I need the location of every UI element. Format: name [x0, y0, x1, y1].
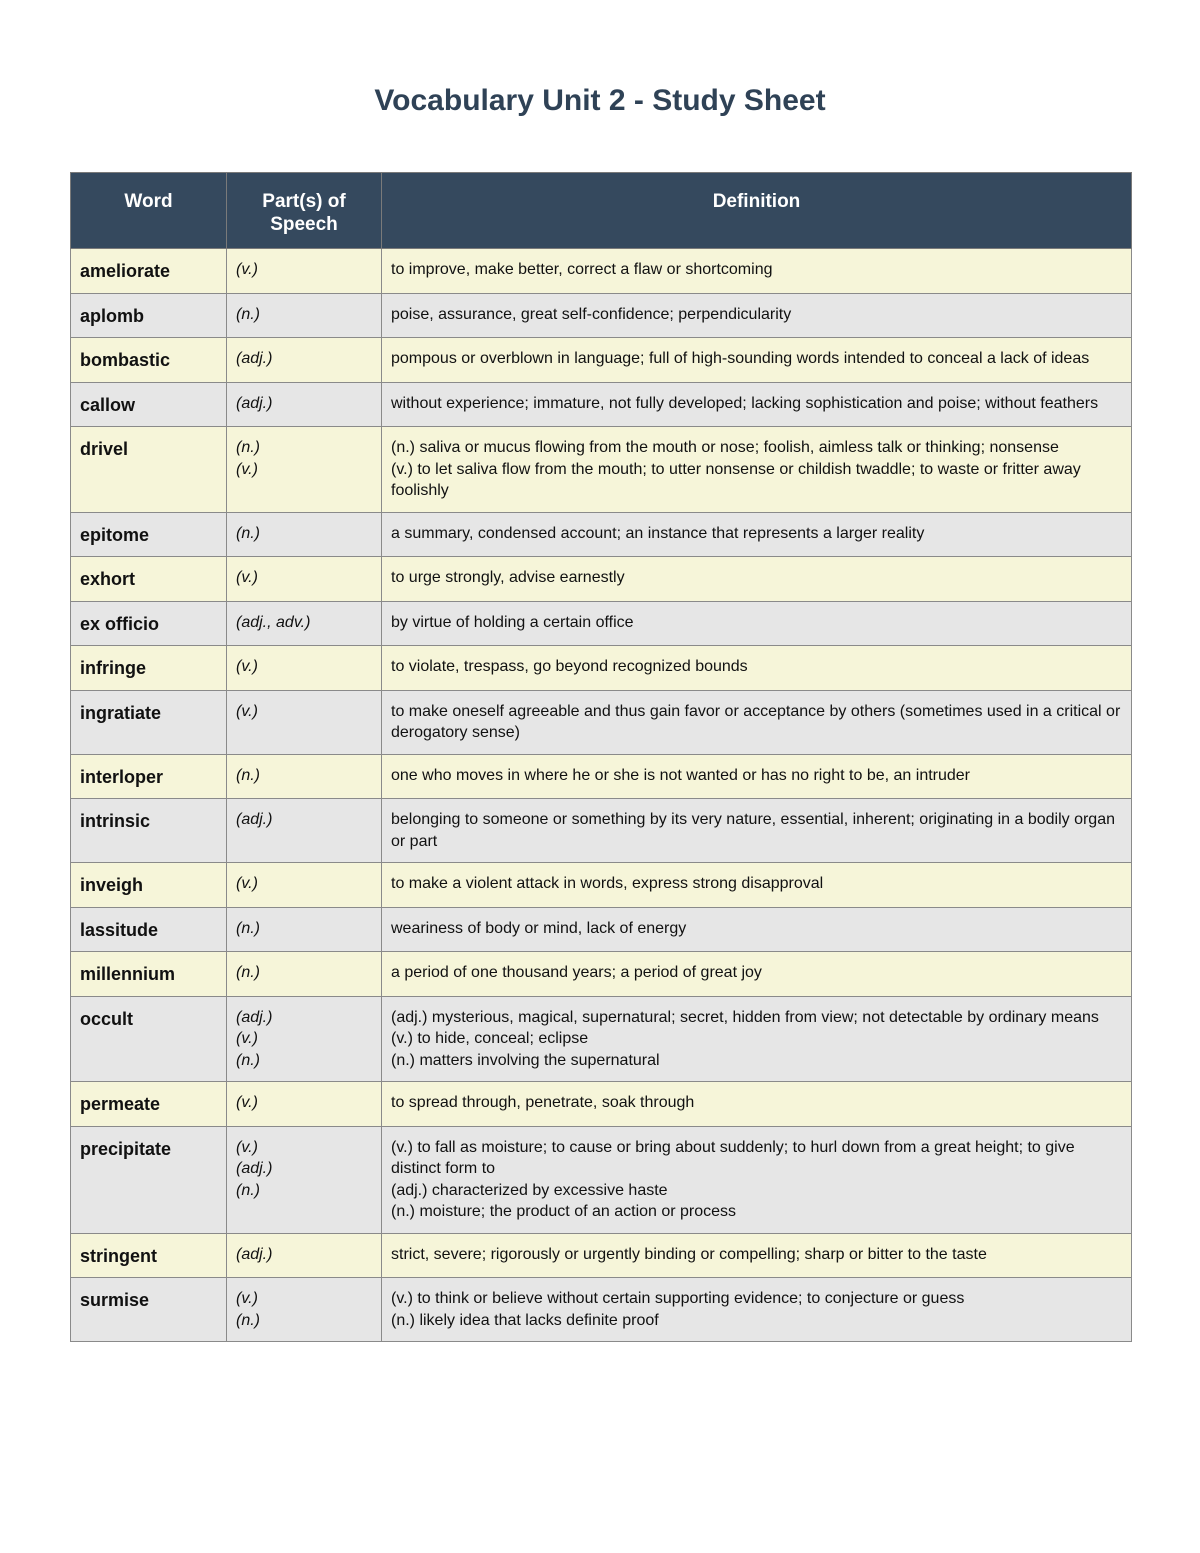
column-header-definition: Definition	[382, 173, 1132, 249]
vocab-word: inveigh	[71, 863, 227, 908]
vocab-word: ameliorate	[71, 249, 227, 294]
definition: poise, assurance, great self-confidence; perpendicularity	[382, 293, 1132, 338]
part-of-speech: (v.) (adj.) (n.)	[227, 1126, 382, 1233]
table-row	[71, 557, 1132, 602]
table-row	[71, 338, 1132, 383]
part-of-speech: (adj., adv.)	[227, 601, 382, 646]
definition: belonging to someone or something by its very nature, essential, inherent; originating in a bodily organ or part	[382, 799, 1132, 863]
part-of-speech: (v.) (n.)	[227, 1278, 382, 1342]
part-of-speech: (adj.)	[227, 382, 382, 427]
part-of-speech: (v.)	[227, 249, 382, 294]
definition: by virtue of holding a certain office	[382, 601, 1132, 646]
vocab-word: surmise	[71, 1278, 227, 1342]
vocab-word: drivel	[71, 427, 227, 513]
table-row	[71, 863, 1132, 908]
vocab-word: exhort	[71, 557, 227, 602]
table-row	[71, 996, 1132, 1082]
table-row	[71, 907, 1132, 952]
vocab-word: occult	[71, 996, 227, 1082]
part-of-speech: (n.)	[227, 952, 382, 997]
table-row	[71, 952, 1132, 997]
vocab-word: infringe	[71, 646, 227, 691]
part-of-speech: (v.)	[227, 690, 382, 754]
part-of-speech: (adj.)	[227, 338, 382, 383]
vocab-word: aplomb	[71, 293, 227, 338]
vocab-word: ex officio	[71, 601, 227, 646]
definition: (adj.) mysterious, magical, supernatural; secret, hidden from view; not detectable by ordinary means (v.) to hide, conceal; eclipse (n.) matters involving the supernatural	[382, 996, 1132, 1082]
definition: weariness of body or mind, lack of energy	[382, 907, 1132, 952]
definition: to urge strongly, advise earnestly	[382, 557, 1132, 602]
part-of-speech: (v.)	[227, 646, 382, 691]
part-of-speech: (n.)	[227, 512, 382, 557]
definition: (v.) to fall as moisture; to cause or bring about suddenly; to hurl down from a great height; to give distinct form to (adj.) characterized by excessive haste (n.) moisture; the product of an action or process	[382, 1126, 1132, 1233]
vocabulary-table	[70, 172, 1132, 1342]
table-row	[71, 249, 1132, 294]
column-header-word: Word	[71, 173, 227, 249]
definition: pompous or overblown in language; full of high-sounding words intended to conceal a lack of ideas	[382, 338, 1132, 383]
page-title: Vocabulary Unit 2 - Study Sheet	[374, 84, 826, 117]
part-of-speech: (n.) (v.)	[227, 427, 382, 513]
table-row	[71, 1233, 1132, 1278]
table-row	[71, 799, 1132, 863]
part-of-speech: (v.)	[227, 863, 382, 908]
part-of-speech: (adj.) (v.) (n.)	[227, 996, 382, 1082]
definition: to improve, make better, correct a flaw or shortcoming	[382, 249, 1132, 294]
table-row	[71, 1278, 1132, 1342]
table-row	[71, 1126, 1132, 1233]
vocab-word: bombastic	[71, 338, 227, 383]
definition: to spread through, penetrate, soak through	[382, 1082, 1132, 1127]
part-of-speech: (v.)	[227, 557, 382, 602]
definition: (v.) to think or believe without certain supporting evidence; to conjecture or guess (n.) likely idea that lacks definite proof	[382, 1278, 1132, 1342]
vocab-word: stringent	[71, 1233, 227, 1278]
vocab-word: callow	[71, 382, 227, 427]
table-row	[71, 754, 1132, 799]
part-of-speech: (n.)	[227, 907, 382, 952]
vocab-word: intrinsic	[71, 799, 227, 863]
part-of-speech: (n.)	[227, 754, 382, 799]
part-of-speech: (adj.)	[227, 1233, 382, 1278]
definition: to make oneself agreeable and thus gain favor or acceptance by others (sometimes used in a critical or derogatory sense)	[382, 690, 1132, 754]
table-row	[71, 601, 1132, 646]
definition: a summary, condensed account; an instance that represents a larger reality	[382, 512, 1132, 557]
definition: to make a violent attack in words, express strong disapproval	[382, 863, 1132, 908]
part-of-speech: (adj.)	[227, 799, 382, 863]
table-row	[71, 646, 1132, 691]
table-row	[71, 1082, 1132, 1127]
vocab-word: epitome	[71, 512, 227, 557]
definition: (n.) saliva or mucus flowing from the mouth or nose; foolish, aimless talk or thinking; nonsense (v.) to let saliva flow from the mouth; to utter nonsense or childish twaddle; to waste or fritter away foolishly	[382, 427, 1132, 513]
vocab-word: lassitude	[71, 907, 227, 952]
definition: one who moves in where he or she is not wanted or has no right to be, an intruder	[382, 754, 1132, 799]
definition: a period of one thousand years; a period of great joy	[382, 952, 1132, 997]
table-row	[71, 690, 1132, 754]
vocab-word: interloper	[71, 754, 227, 799]
table-row	[71, 512, 1132, 557]
vocab-word: permeate	[71, 1082, 227, 1127]
vocab-word: millennium	[71, 952, 227, 997]
table-header-row	[71, 173, 1132, 249]
table-row	[71, 293, 1132, 338]
definition: strict, severe; rigorously or urgently binding or compelling; sharp or bitter to the taste	[382, 1233, 1132, 1278]
part-of-speech: (n.)	[227, 293, 382, 338]
definition: without experience; immature, not fully developed; lacking sophistication and poise; without feathers	[382, 382, 1132, 427]
table-row	[71, 427, 1132, 513]
table-body	[71, 249, 1132, 1342]
vocab-word: ingratiate	[71, 690, 227, 754]
definition: to violate, trespass, go beyond recognized bounds	[382, 646, 1132, 691]
vocab-word: precipitate	[71, 1126, 227, 1233]
column-header-part-of-speech: Part(s) of Speech	[227, 173, 382, 249]
part-of-speech: (v.)	[227, 1082, 382, 1127]
table-row	[71, 382, 1132, 427]
